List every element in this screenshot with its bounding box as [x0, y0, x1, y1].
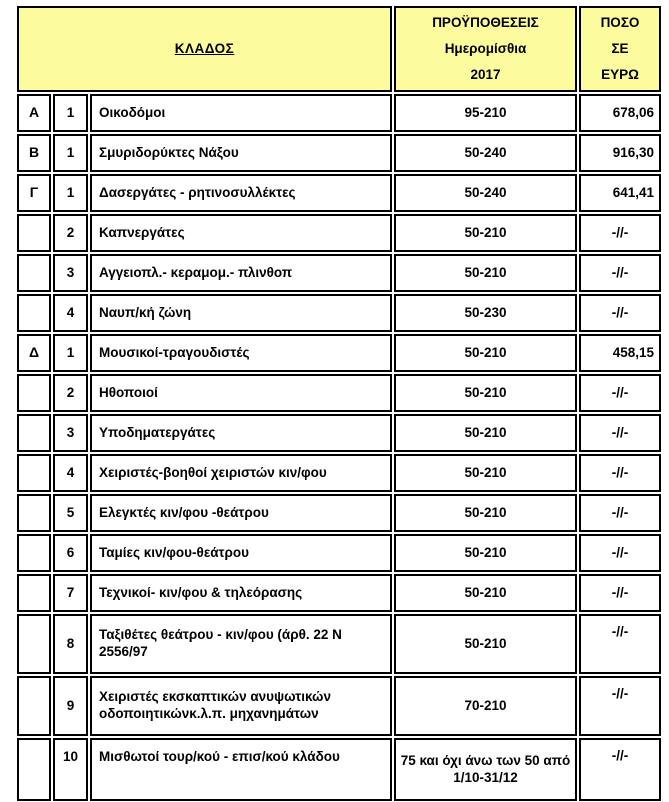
amount-cell: -//- — [579, 214, 661, 252]
header-amount-cell — [579, 6, 661, 92]
table-row — [17, 414, 661, 452]
header-conditions-cell — [394, 6, 577, 92]
amount-cell: -//- — [579, 294, 661, 332]
conditions-cell: 50-210 — [394, 214, 577, 252]
branch-number-cell: 9 — [53, 676, 88, 736]
conditions-cell: 50-210 — [394, 254, 577, 292]
branch-name-cell: Οικοδόμοι — [90, 94, 392, 132]
header-row — [17, 6, 661, 92]
branch-number-cell: 8 — [53, 614, 88, 674]
branch-letter-cell — [17, 614, 51, 674]
branch-letter-cell — [17, 454, 51, 492]
amount-cell: -//- — [579, 738, 661, 801]
branch-number-cell: 2 — [53, 214, 88, 252]
branch-number-cell: 3 — [53, 254, 88, 292]
amount-cell: 678,06 — [579, 94, 661, 132]
conditions-cell: 50-210 — [394, 574, 577, 612]
branch-number-cell: 1 — [53, 134, 88, 172]
conditions-cell: 75 και όχι άνω των 50 από 1/10-31/12 — [394, 738, 577, 801]
branch-letter-cell — [17, 534, 51, 572]
table-row — [17, 294, 661, 332]
branch-letter-cell — [17, 294, 51, 332]
conditions-cell: 50-210 — [394, 454, 577, 492]
conditions-cell: 70-210 — [394, 676, 577, 736]
branch-number-cell: 10 — [53, 738, 88, 801]
conditions-cell: 50-210 — [394, 614, 577, 674]
branch-number-cell: 1 — [53, 94, 88, 132]
conditions-cell: 50-210 — [394, 374, 577, 412]
table-body — [17, 94, 661, 801]
branch-number-cell: 1 — [53, 174, 88, 212]
header-amount-line: ΠΟΣΟ — [600, 15, 640, 30]
branch-number-cell: 4 — [53, 454, 88, 492]
branch-letter-cell — [17, 494, 51, 532]
branch-name-cell: Μισθωτοί τουρ/κού - επισ/κού κλάδου — [90, 738, 392, 801]
branch-letter-cell — [17, 374, 51, 412]
conditions-cell: 50-210 — [394, 494, 577, 532]
branch-letter-cell — [17, 214, 51, 252]
table-row — [17, 174, 661, 212]
conditions-cell: 50-210 — [394, 414, 577, 452]
branch-letter-cell: Β — [17, 134, 51, 172]
branch-letter-cell: Α — [17, 94, 51, 132]
table-row — [17, 254, 661, 292]
branch-number-cell: 1 — [53, 334, 88, 372]
branch-name-cell: Δασεργάτες - ρητινοσυλλέκτες — [90, 174, 392, 212]
branch-name-cell: Μουσικοί-τραγουδιστές — [90, 334, 392, 372]
header-amount-line: ΕΥΡΩ — [601, 67, 639, 82]
conditions-cell: 50-240 — [394, 174, 577, 212]
branch-letter-cell: Δ — [17, 334, 51, 372]
amount-cell: 641,41 — [579, 174, 661, 212]
table-row — [17, 94, 661, 132]
branch-number-cell: 4 — [53, 294, 88, 332]
branch-name-cell: Αγγειοπλ.- κεραμομ.- πλινθοπ — [90, 254, 392, 292]
amount-cell: -//- — [579, 414, 661, 452]
branch-name-cell: Υποδηματεργάτες — [90, 414, 392, 452]
branch-number-cell: 7 — [53, 574, 88, 612]
branch-letter-cell — [17, 414, 51, 452]
amount-cell: -//- — [579, 494, 661, 532]
amount-cell: -//- — [579, 254, 661, 292]
branch-name-cell: Τεχνικοί- κιν/φου & τηλεόρασης — [90, 574, 392, 612]
branch-letter-cell — [17, 676, 51, 736]
branch-name-cell: Ταξιθέτες θεάτρου - κιν/φου (άρθ. 22 Ν 2556/97 — [90, 614, 392, 674]
branch-number-cell: 5 — [53, 494, 88, 532]
branch-number-cell: 2 — [53, 374, 88, 412]
table-row — [17, 534, 661, 572]
header-conditions-line: Ημερομίσθια — [444, 41, 527, 56]
branch-name-cell: Ηθοποιοί — [90, 374, 392, 412]
header-klados-label: ΚΛΑΔΟΣ — [174, 40, 235, 56]
branch-number-cell: 3 — [53, 414, 88, 452]
table-row — [17, 334, 661, 372]
branch-name-cell: Χειριστές-βοηθοί χειριστών κιν/φου — [90, 454, 392, 492]
table-row — [17, 676, 661, 736]
branch-number-cell: 6 — [53, 534, 88, 572]
amount-cell: -//- — [579, 614, 661, 674]
table-row — [17, 454, 661, 492]
table-row — [17, 574, 661, 612]
branch-name-cell: Καπνεργάτες — [90, 214, 392, 252]
branch-name-cell: Ελεγκτές κιν/φου -θεάτρου — [90, 494, 392, 532]
table-row — [17, 494, 661, 532]
conditions-cell: 50-210 — [394, 334, 577, 372]
amount-cell: 916,30 — [579, 134, 661, 172]
branch-letter-cell — [17, 738, 51, 801]
conditions-cell: 50-210 — [394, 534, 577, 572]
header-amount-line: ΣΕ — [611, 41, 629, 56]
conditions-cell: 50-230 — [394, 294, 577, 332]
wage-classes-table — [15, 4, 663, 802]
conditions-cell: 50-240 — [394, 134, 577, 172]
branch-name-cell: Σμυριδορύκτες Νάξου — [90, 134, 392, 172]
header-conditions-line: ΠΡΟΫΠΟΘΕΣΕΙΣ — [432, 15, 539, 30]
header-conditions-line: 2017 — [470, 67, 501, 82]
conditions-cell: 95-210 — [394, 94, 577, 132]
amount-cell: -//- — [579, 574, 661, 612]
table-row — [17, 614, 661, 674]
table-row — [17, 214, 661, 252]
branch-name-cell: Χειριστές εκσκαπτικών ανυψωτικών οδοποιητικώνκ.λ.π. μηχανημάτων — [90, 676, 392, 736]
table-row — [17, 738, 661, 801]
branch-letter-cell: Γ — [17, 174, 51, 212]
header-klados-cell — [17, 6, 392, 92]
amount-cell: -//- — [579, 676, 661, 736]
branch-name-cell: Ταμίες κιν/φου-θεάτρου — [90, 534, 392, 572]
branch-letter-cell — [17, 254, 51, 292]
amount-cell: -//- — [579, 374, 661, 412]
amount-cell: -//- — [579, 454, 661, 492]
table-row — [17, 134, 661, 172]
table-row — [17, 374, 661, 412]
amount-cell: 458,15 — [579, 334, 661, 372]
amount-cell: -//- — [579, 534, 661, 572]
branch-letter-cell — [17, 574, 51, 612]
branch-name-cell: Ναυπ/κή ζώνη — [90, 294, 392, 332]
